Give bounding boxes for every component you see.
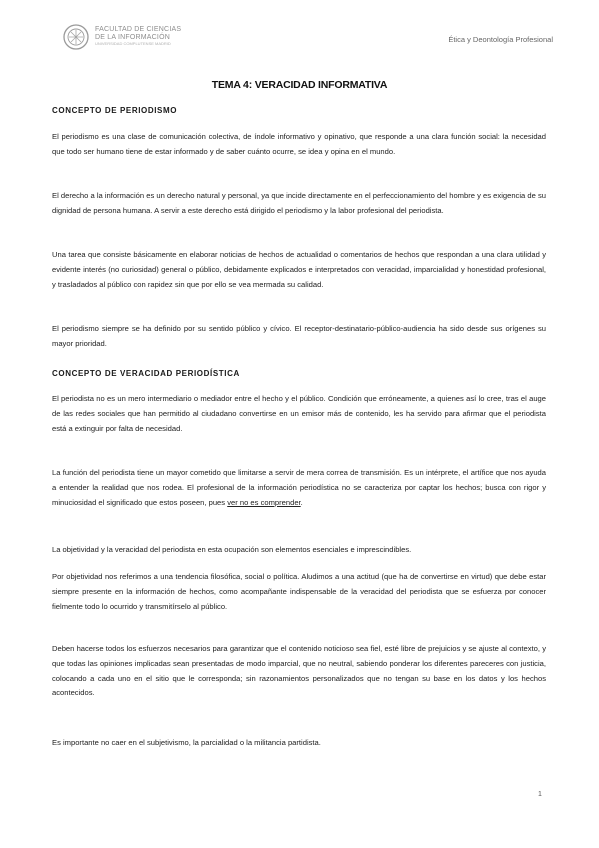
document-title: TEMA 4: VERACIDAD INFORMATIVA [211, 79, 388, 91]
paragraph: El derecho a la información es un derecho natural y personal, ya que incide directamente en el perfeccionamiento del hombre y es exigencia de su dignidad de persona humana. A servir a este derecho está dirigido el periodismo y la labor profesional del periodista. [52, 191, 546, 215]
section-heading-periodismo: CONCEPTO DE PERIODISMO [52, 106, 178, 115]
paragraph [52, 466, 546, 510]
paragraph-text: La función del periodista tiene un mayor cometido que limitarse a servir de mera correa de transmisión. Es un intérprete, el artífice que nos ayuda a entender la realidad que nos rodea. El profesional de la información periodística no se caracteriza por captar los hechos; busca con rigor y minuciosidad el significado que estos poseen, pues [52, 468, 546, 507]
course-name: Ética y Deontología Profesional [448, 35, 553, 44]
paragraph: Por objetividad nos referimos a una tendencia filosófica, social o política. Aludimos a una actitud (que ha de convertirse en virtud) que debe estar siempre presente en la información de hechos, como acompañante indispensable de la veracidad del periodista que se esfuerza por conocer fielmente todo lo ocurrido y transmitírselo al público. [52, 572, 546, 611]
page-header [63, 24, 553, 54]
paragraph: El periodismo siempre se ha definido por su sentido público y cívico. El receptor-destinatario-público-audiencia ha sido desde sus orígenes su mayor prioridad. [52, 324, 546, 348]
paragraph: La objetividad y la veracidad del periodista en esta ocupación son elementos esenciales e imprescindibles. [52, 545, 412, 554]
logo-line-2: DE LA INFORMACIÓN [95, 33, 170, 41]
paragraph: Es importante no caer en el subjetivismo, la parcialidad o la militancia partidista. [52, 738, 321, 747]
paragraph: El periodista no es un mero intermediario o mediador entre el hecho y el público. Condición que erróneamente, a quienes así lo cree, tras el auge de las redes sociales que han permitido al ciudadano convertirse en un emisor más de contenido, les ha servido para afirmar que el periodista está a extinguir por falta de necesidad. [52, 394, 546, 433]
paragraph: El periodismo es una clase de comunicación colectiva, de índole informativo y opinativo, que responde a una clara función social: la necesidad que todo ser humano tiene de estar informado y de saber cuánto ocurre, se idea y opina en el mundo. [52, 132, 546, 156]
logo-line-1: FACULTAD DE CIENCIAS [95, 26, 182, 33]
section-heading-veracidad: CONCEPTO DE VERACIDAD PERIODÍSTICA [52, 369, 240, 378]
paragraph: Una tarea que consiste básicamente en elaborar noticias de hechos de actualidad o comentarios de hechos que respondan a una clara utilidad y evidente interés (no curiosidad) general o público, debidamente explicados e interpretados con veracidad, imparcialidad y honestidad profesional, y trasladados al público con rapidez sin que por ello se vea mermada su calidad. [52, 250, 546, 289]
page-number: 1 [538, 791, 542, 798]
logo-subtitle: UNIVERSIDAD COMPLUTENSE MADRID [95, 41, 171, 46]
faculty-logo-icon [63, 24, 89, 50]
faculty-logo-text [95, 26, 181, 47]
phrase-end: . [300, 497, 303, 507]
underlined-phrase: ver no es comprender [227, 497, 301, 507]
paragraph: Deben hacerse todos los esfuerzos necesarios para garantizar que el contenido noticioso sea fiel, esté libre de prejuicios y se ajuste al contexto, y que todas las opiniones implicadas sean presentadas de modo imparcial, que no neutral, sabiendo ponderar los diferentes pareceres con justicia, colocando a cada uno en el sitio que le corresponda; sin razonamientos personalizados que no tengan su base en los datos y los hechos acontecidos. [52, 644, 546, 698]
